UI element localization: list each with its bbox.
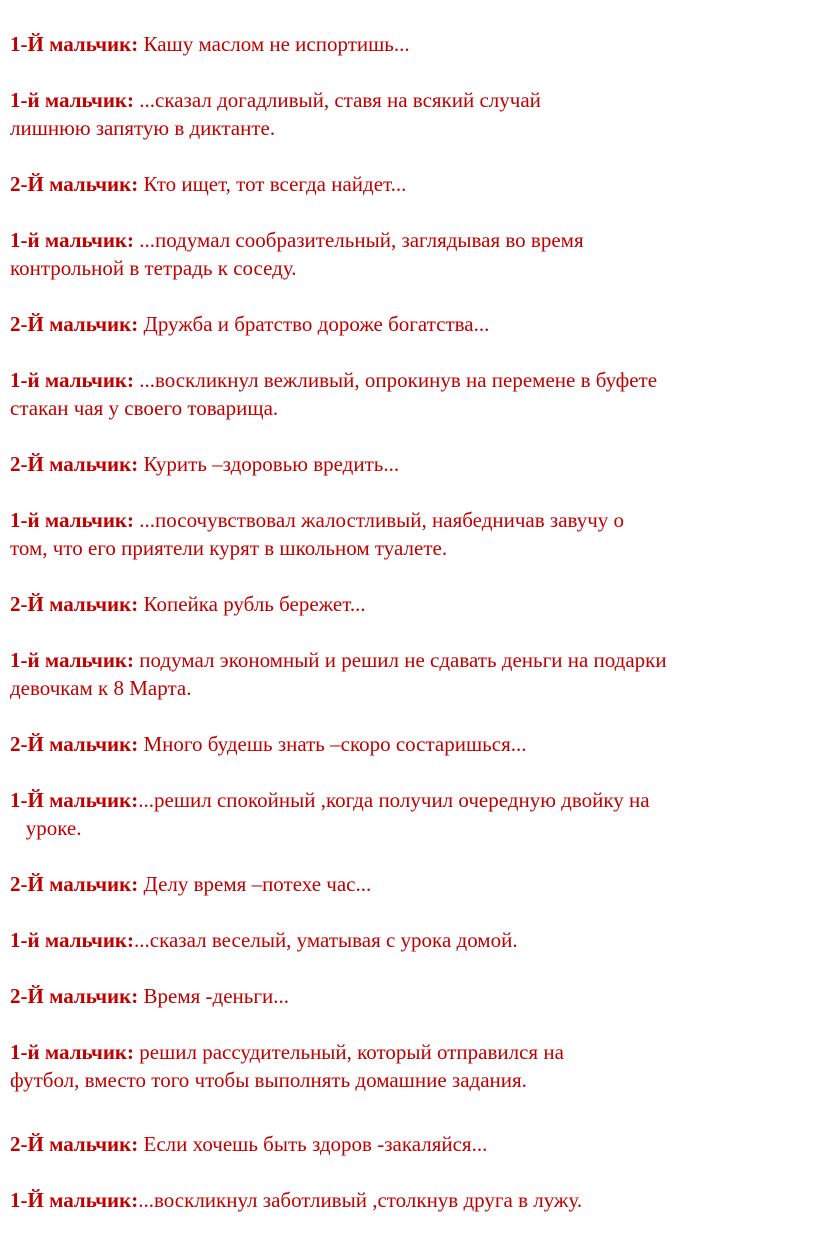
speaker-label: 1-й мальчик: [10, 88, 135, 112]
dialogue-line-12 [10, 786, 650, 814]
speaker-label: 2-Й мальчик: [10, 592, 139, 616]
line-text: Копейка рубль бережет... [138, 592, 366, 616]
dialogue-line-16-continuation: футбол, вместо того чтобы выполнять домашние задания. [10, 1068, 527, 1092]
speaker-label: 2-Й мальчик: [10, 172, 139, 196]
dialogue-line-14 [10, 926, 518, 954]
line-text: Кашу маслом не испортишь... [138, 32, 410, 56]
dialogue-line-8-continuation: том, что его приятели курят в школьном туалете. [10, 536, 448, 560]
dialogue-line-3 [10, 170, 406, 198]
dialogue-line-12-continuation: уроке. [10, 816, 82, 840]
dialogue-line-10-continuation: девочкам к 8 Марта. [10, 676, 192, 700]
dialogue-line-15 [10, 982, 289, 1010]
speaker-label: 2-Й мальчик: [10, 984, 139, 1008]
speaker-label: 1-Й мальчик: [10, 1188, 139, 1212]
speaker-label: 1-й мальчик: [10, 1040, 135, 1064]
line-text: ...сказал веселый, уматывая с урока домой. [134, 928, 518, 952]
speaker-label: 2-Й мальчик: [10, 452, 139, 476]
line-text: ...посочувствовал жалостливый, наябедничав завучу о [134, 508, 625, 532]
dialogue-line-13 [10, 870, 371, 898]
dialogue-line-16 [10, 1038, 564, 1066]
line-text: Делу время –потехе час... [138, 872, 372, 896]
speaker-label: 2-Й мальчик: [10, 312, 139, 336]
dialogue-line-17 [10, 1130, 487, 1158]
dialogue-line-2 [10, 86, 541, 114]
line-text: ...воскликнул вежливый, опрокинув на перемене в буфете [134, 368, 658, 392]
line-text: решил рассудительный, который отправился на [134, 1040, 564, 1064]
speaker-label: 1-й мальчик: [10, 228, 135, 252]
speaker-label: 1-Й мальчик: [10, 788, 139, 812]
line-text: Дружба и братство дороже богатства... [138, 312, 490, 336]
dialogue-line-6-continuation: стакан чая у своего товарища. [10, 396, 279, 420]
dialogue-line-9 [10, 590, 366, 618]
dialogue-line-18 [10, 1186, 582, 1214]
dialogue-line-4 [10, 226, 584, 254]
dialogue-line-11 [10, 730, 526, 758]
dialogue-line-8 [10, 506, 624, 534]
speaker-label: 1-й мальчик: [10, 648, 135, 672]
dialogue-line-6 [10, 366, 657, 394]
line-text: ...решил спокойный ,когда получил очередную двойку на [138, 788, 650, 812]
speaker-label: 2-Й мальчик: [10, 1132, 139, 1156]
speaker-label: 1-й мальчик: [10, 928, 135, 952]
line-text: Курить –здоровью вредить... [138, 452, 400, 476]
line-text: Кто ищет, тот всегда найдет... [138, 172, 407, 196]
line-text: ...подумал сообразительный, заглядывая во время [134, 228, 584, 252]
dialogue-line-1 [10, 30, 410, 58]
line-text: ...воскликнул заботливый ,столкнув друга в лужу. [138, 1188, 583, 1212]
dialogue-line-5 [10, 310, 489, 338]
speaker-label: 2-Й мальчик: [10, 732, 139, 756]
speaker-label: 1-Й мальчик: [10, 32, 139, 56]
dialogue-line-7 [10, 450, 399, 478]
line-text: ...сказал догадливый, ставя на всякий случай [134, 88, 541, 112]
line-text: Если хочешь быть здоров -закаляйся... [138, 1132, 488, 1156]
dialogue-line-10 [10, 646, 667, 674]
dialogue-line-4-continuation: контрольной в тетрадь к соседу. [10, 256, 297, 280]
line-text: Много будешь знать –скоро состаришься... [138, 732, 527, 756]
speaker-label: 2-Й мальчик: [10, 872, 139, 896]
speaker-label: 1-й мальчик: [10, 368, 135, 392]
dialogue-line-2-continuation: лишнюю запятую в диктанте. [10, 116, 276, 140]
line-text: подумал экономный и решил не сдавать деньги на подарки [134, 648, 667, 672]
line-text: Время -деньги... [138, 984, 289, 1008]
speaker-label: 1-й мальчик: [10, 508, 135, 532]
